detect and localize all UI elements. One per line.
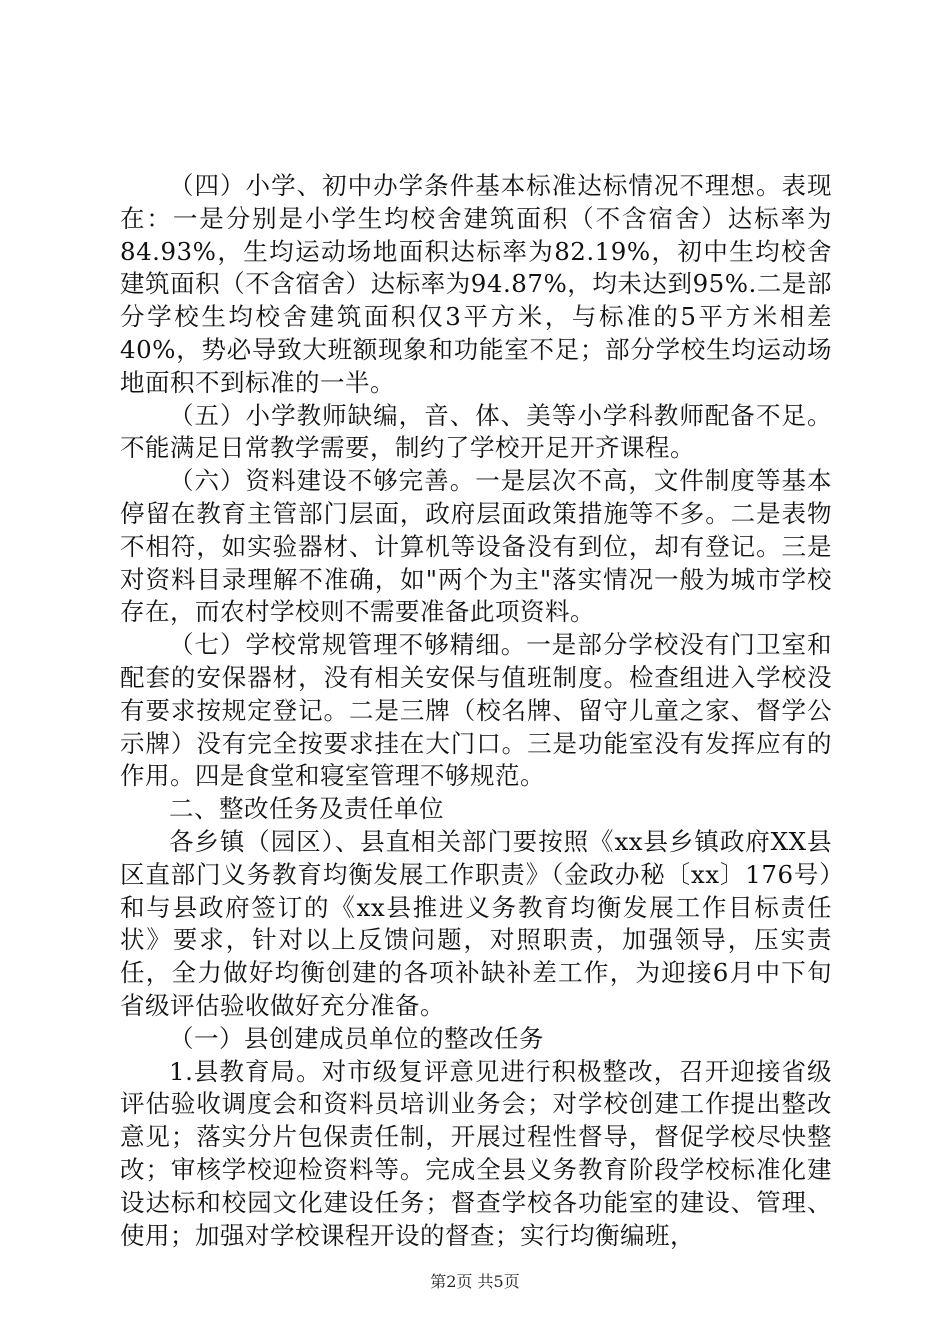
heading-member-unit-tasks: （一）县创建成员单位的整改任务 bbox=[169, 1023, 544, 1053]
paragraph-rectification-intro: 各乡镇（园区）、县直相关部门要按照《xx县乡镇政府XX县区直部门义务教育均衡发展工作职责》（金政办秘〔xx〕176号）和与县政府签订的《xx县推进义务教育均衡发展工作目标责任状》要求，针对以上反馈问题，对照职责，加强领导，压实责任，全力做好均衡创建的各项补缺补差工作，为迎接6月中下旬省级评估验收做好充分准备。 bbox=[120, 826, 832, 1020]
paragraph-education-bureau: 1.县教育局。对市级复评意见进行积极整改，召开迎接省级评估验收调度会和资料员培训业务会；对学校创建工作提出整改意见；落实分片包保责任制，开展过程性督导，督促学校尽快整改；审核学校迎检资料等。完成全县义务教育阶段学校标准化建设达标和校园文化建设任务；督查学校各功能室的建设、管理、使用；加强对学校课程开设的督查；实行均衡编班， bbox=[120, 1056, 832, 1250]
paragraph-section-5: （五）小学教师缺编，音、体、美等小学科教师配备不足。不能满足日常教学需要，制约了学校开足开齐课程。 bbox=[120, 400, 832, 463]
page-footer: 第2页 共5页 bbox=[430, 1272, 520, 1291]
heading-rectification-tasks: 二、整改任务及责任单位 bbox=[169, 794, 444, 824]
document-body bbox=[120, 170, 832, 1252]
paragraph-section-6: （六）资料建设不够完善。一是层次不高，文件制度等基本停留在教育主管部门层面，政府层面政策措施等不多。二是表物不相符，如实验器材、计算机等设备没有到位，却有登记。三是对资料目录理解不准确，如"两个为主"落实情况一般为城市学校存在，而农村学校则不需要准备此项资料。 bbox=[120, 466, 832, 627]
paragraph-section-7: （七）学校常规管理不够精细。一是部分学校没有门卫室和配套的安保器材，没有相关安保与值班制度。检查组进入学校没有要求按规定登记。二是三牌（校名牌、留守儿童之家、督学公示牌）没有完全按要求挂在大门口。三是功能室没有发挥应有的作用。四是食堂和寝室管理不够规范。 bbox=[120, 630, 832, 791]
paragraph-section-4: （四）小学、初中办学条件基本标准达标情况不理想。表现在：一是分别是小学生均校舍建筑面积（不含宿舍）达标率为84.93%，生均运动场地面积达标率为82.19%，初中生均校舍建筑面积（不含宿舍）达标率为94.87%，均未达到95%.二是部分学校生均校舍建筑面积仅3平方米，与标准的5平方米相差40%，势必导致大班额现象和功能室不足；部分学校生均运动场地面积不到标准的一半。 bbox=[120, 171, 832, 397]
